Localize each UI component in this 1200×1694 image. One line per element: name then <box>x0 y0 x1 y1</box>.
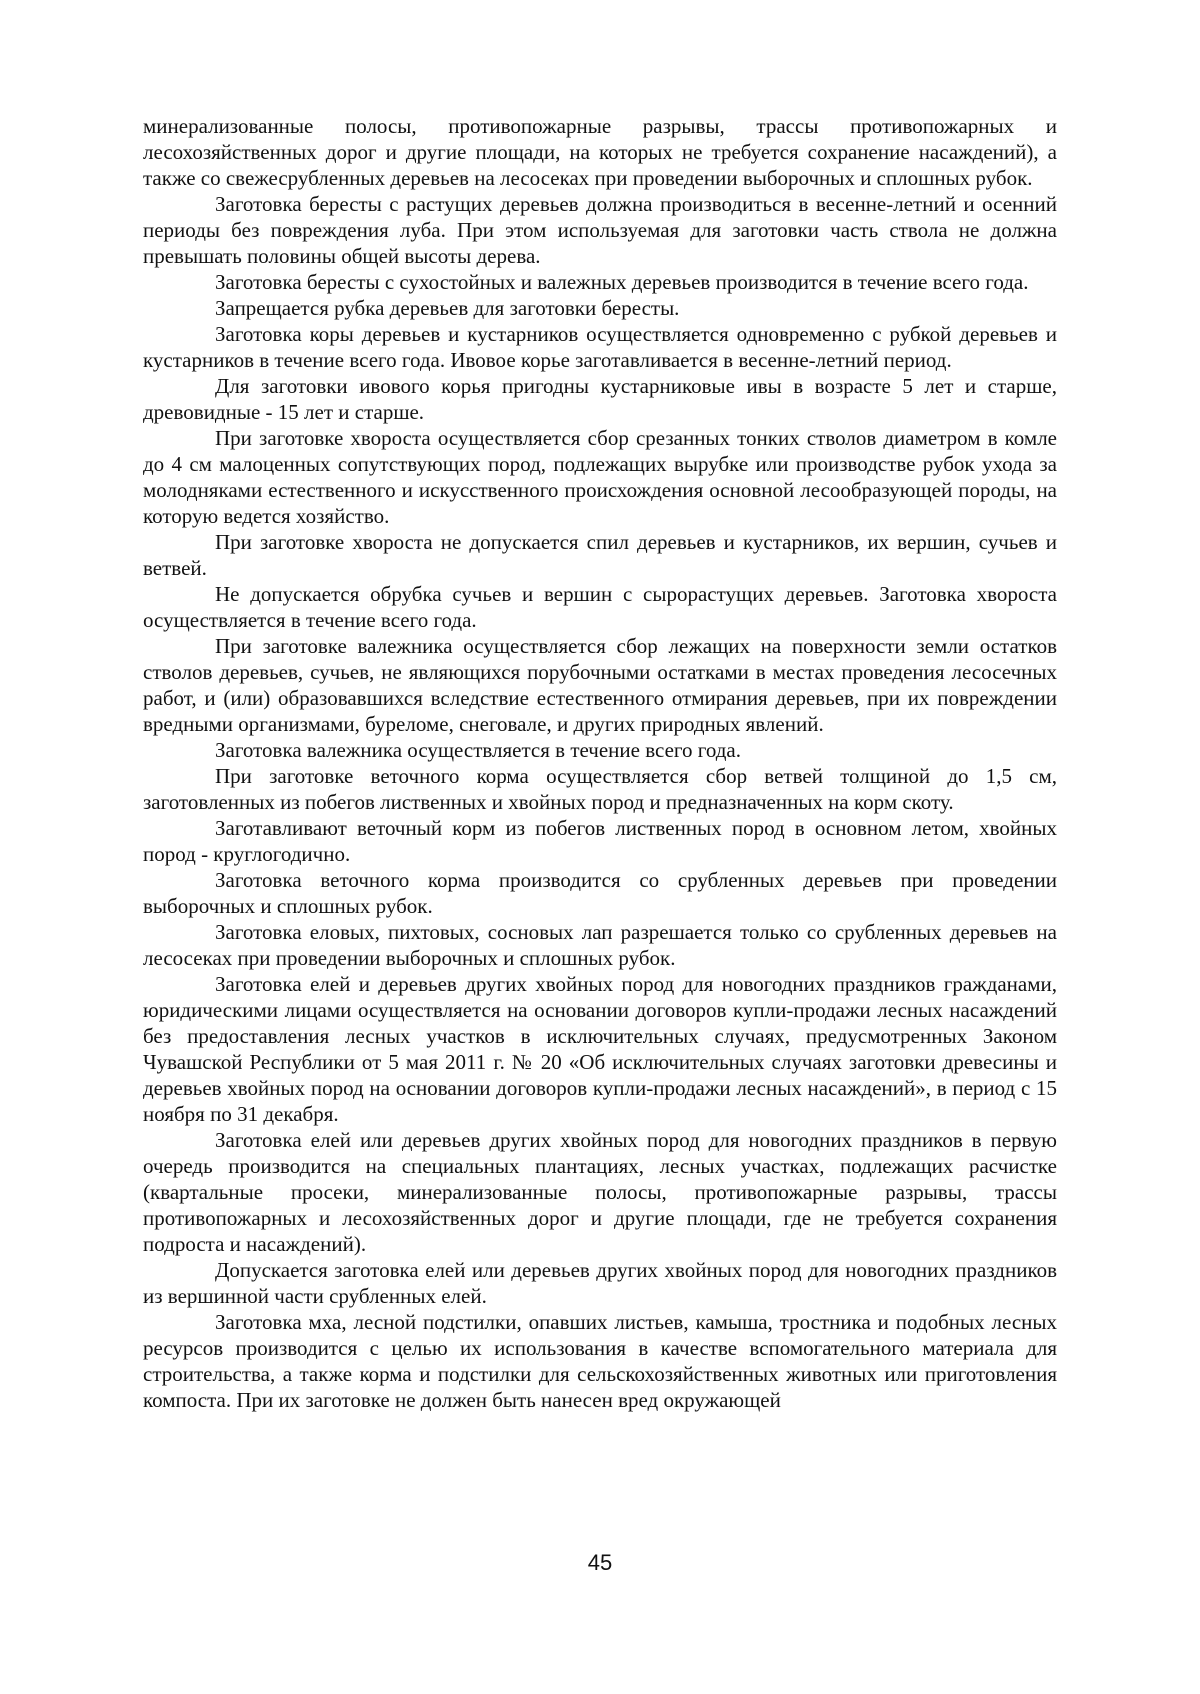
paragraph: Заготовка веточного корма производится со срубленных деревьев при проведении выборочных и сплошных рубок. <box>143 868 1057 918</box>
paragraph: Заготовка коры деревьев и кустарников осуществляется одновременно с рубкой деревьев и кустарников в течение всего года. Ивовое корье заготавливается в весенне-летний период. <box>143 322 1057 372</box>
paragraph: При заготовке хвороста осуществляется сбор срезанных тонких стволов диаметром в комле до 4 см малоценных сопутствующих пород, подлежащих вырубке или производстве рубок ухода за молодняками естественного и искусственного происхождения основной лесообразующей породы, на которую ведется хозяйство. <box>143 426 1057 528</box>
paragraph: Заготовка бересты с сухостойных и валежных деревьев производится в течение всего года. <box>215 270 1029 294</box>
paragraph: минерализованные полосы, противопожарные разрывы, трассы противопожарных и лесохозяйственных дорог и другие площади, на которых не требуется сохранение насаждений), а также со свежесрубленных деревьев на лесосеках при проведении выборочных и сплошных рубок. <box>143 114 1057 190</box>
page-number: 45 <box>587 1550 613 1575</box>
paragraph: При заготовке веточного корма осуществляется сбор ветвей толщиной до 1,5 см, заготовленных из побегов лиственных и хвойных пород и предназначенных на корм скоту. <box>143 764 1057 814</box>
paragraph: Заготовка бересты с растущих деревьев должна производиться в весенне-летний и осенний периоды без повреждения луба. При этом используемая для заготовки часть ствола не должна превышать половины общей высоты дерева. <box>143 192 1057 268</box>
paragraph: Для заготовки ивового корья пригодны кустарниковые ивы в возрасте 5 лет и старше, древовидные - 15 лет и старше. <box>143 374 1057 424</box>
body-text <box>143 113 1057 1413</box>
paragraph: При заготовке валежника осуществляется сбор лежащих на поверхности земли остатков стволов деревьев, сучьев, не являющихся порубочными остатками в местах проведения лесосечных работ, и (или) образовавшихся вследствие естественного отмирания деревьев, при их повреждении вредными организмами, буреломе, снеговале, и других природных явлений. <box>143 634 1057 736</box>
paragraph: Заготовка елей или деревьев других хвойных пород для новогодних праздников в первую очередь производится на специальных плантациях, лесных участках, подлежащих расчистке (квартальные просеки, минерализованные полосы, противопожарные разрывы, трассы противопожарных и лесохозяйственных дорог и другие площади, где не требуется сохранения подроста и насаждений). <box>143 1128 1057 1256</box>
paragraph: Заготавливают веточный корм из побегов лиственных пород в основном летом, хвойных пород - круглогодично. <box>143 816 1057 866</box>
paragraph: Заготовка елей и деревьев других хвойных пород для новогодних праздников гражданами, юридическими лицами осуществляется на основании договоров купли-продажи лесных насаждений без предоставления лесных участков в исключительных случаях, предусмотренных Законом Чувашской Республики от 5 мая 2011 г. № 20 «Об исключительных случаях заготовки древесины и деревьев хвойных пород на основании договоров купли-продажи лесных насаждений», в период с 15 ноября по 31 декабря. <box>143 972 1057 1126</box>
paragraph: Не допускается обрубка сучьев и вершин с сырорастущих деревьев. Заготовка хвороста осуществляется в течение всего года. <box>143 582 1057 632</box>
paragraph: Заготовка валежника осуществляется в течение всего года. <box>215 738 741 762</box>
paragraph: Заготовка еловых, пихтовых, сосновых лап разрешается только со срубленных деревьев на лесосеках при проведении выборочных и сплошных рубок. <box>143 920 1057 970</box>
paragraph: Заготовка мха, лесной подстилки, опавших листьев, камыша, тростника и подобных лесных ресурсов производится с целью их использования в качестве вспомогательного материала для строительства, а также корма и подстилки для сельскохозяйственных животных или приготовления компоста. При их заготовке не должен быть нанесен вред окружающей <box>143 1310 1057 1412</box>
paragraph: Запрещается рубка деревьев для заготовки бересты. <box>215 296 680 320</box>
paragraph: При заготовке хвороста не допускается спил деревьев и кустарников, их вершин, сучьев и ветвей. <box>143 530 1057 580</box>
paragraph: Допускается заготовка елей или деревьев других хвойных пород для новогодних праздников из вершинной части срубленных елей. <box>143 1258 1057 1308</box>
